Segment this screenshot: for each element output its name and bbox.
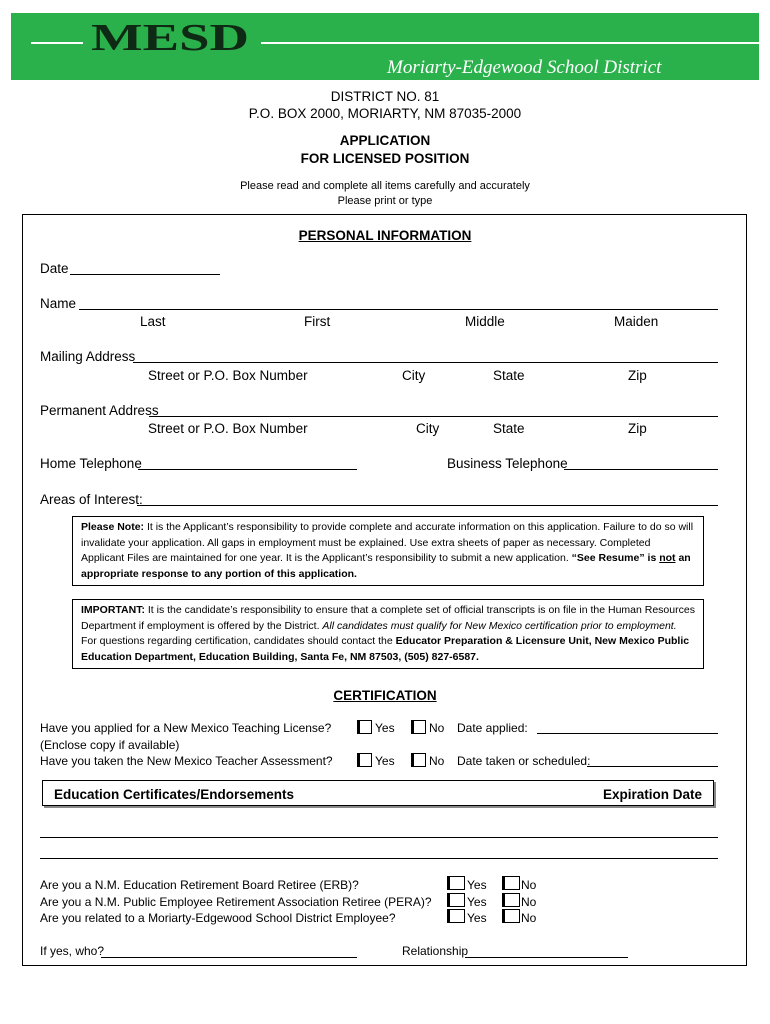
date-field[interactable] xyxy=(70,274,220,275)
name-maiden-caption: Maiden xyxy=(614,314,659,329)
if-yes-who-label: If yes, who? xyxy=(40,944,105,958)
erb-yes-checkbox[interactable] xyxy=(447,876,465,890)
erb-question: Are you a N.M. Education Retirement Board Retiree (ERB)? xyxy=(40,878,359,892)
license-no-checkbox[interactable] xyxy=(411,720,426,734)
license-no-label: No xyxy=(429,721,445,735)
certificates-header-bar xyxy=(42,780,714,806)
pera-no-label: No xyxy=(521,895,537,909)
licensure-unit-contact: Educator Preparation & Licensure Unit, New Mexico Public Education Department, Education Building, Santa Fe, NM 87503, (505) 827-6587. xyxy=(81,635,690,663)
related-no-checkbox[interactable] xyxy=(502,909,520,923)
erb-no-label: No xyxy=(521,878,537,892)
name-field[interactable] xyxy=(79,309,718,310)
erb-yes-label: Yes xyxy=(467,878,487,892)
important-text: It is the candidate’s responsibility to ensure that a complete set of official transcripts is on file in the Human Resources Department if employment is offered by the District. xyxy=(81,604,695,632)
permanent-state-caption: State xyxy=(493,421,525,436)
form-title-line1: APPLICATION xyxy=(339,133,431,148)
mailing-address-field[interactable] xyxy=(133,362,718,363)
teaching-license-question: Have you applied for a New Mexico Teaching License? xyxy=(40,721,332,735)
if-yes-who-field[interactable] xyxy=(101,957,357,958)
mailing-zip-caption: Zip xyxy=(628,368,647,383)
relationship-label: Relationship xyxy=(402,944,469,958)
permanent-city-caption: City xyxy=(416,421,440,436)
certification-title: CERTIFICATION xyxy=(333,688,437,703)
district-number: DISTRICT NO. 81 xyxy=(330,89,440,104)
pera-yes-label: Yes xyxy=(467,895,487,909)
pera-question: Are you a N.M. Public Employee Retirement Association Retiree (PERA)? xyxy=(40,895,432,909)
related-no-label: No xyxy=(521,911,537,925)
mailing-city-caption: City xyxy=(402,368,426,383)
assessment-yes-label: Yes xyxy=(375,754,395,768)
important-text-2: For questions regarding certification, candidates should contact the xyxy=(81,635,396,647)
assessment-no-label: No xyxy=(429,754,445,768)
personal-info-title: PERSONAL INFORMATION xyxy=(298,228,472,243)
header-banner xyxy=(11,13,759,80)
permanent-zip-caption: Zip xyxy=(628,421,647,436)
related-employee-question: Are you related to a Moriarty-Edgewood School District Employee? xyxy=(40,911,396,925)
mailing-address-label: Mailing Address xyxy=(40,349,136,364)
permanent-address-field[interactable] xyxy=(149,416,718,417)
please-note-heading: Please Note: xyxy=(81,521,145,533)
date-label: Date xyxy=(40,261,69,276)
relationship-field[interactable] xyxy=(465,957,628,958)
mailing-street-caption: Street or P.O. Box Number xyxy=(148,368,308,383)
permanent-street-caption: Street or P.O. Box Number xyxy=(148,421,308,436)
assessment-yes-checkbox[interactable] xyxy=(357,753,372,767)
mesd-logo xyxy=(91,19,251,63)
related-yes-checkbox[interactable] xyxy=(447,909,465,923)
instructions-line2: Please print or type xyxy=(337,195,433,207)
areas-of-interest-field[interactable] xyxy=(137,505,718,506)
certificates-column-header: Education Certificates/Endorsements xyxy=(54,787,295,802)
date-taken-field[interactable] xyxy=(587,766,718,767)
assessment-no-checkbox[interactable] xyxy=(411,753,426,767)
related-yes-label: Yes xyxy=(467,911,487,925)
date-taken-label: Date taken or scheduled: xyxy=(457,754,591,768)
district-address: P.O. BOX 2000, MORIARTY, NM 87035-2000 xyxy=(248,106,522,121)
banner-rule-left xyxy=(31,42,83,44)
not-emphasis: not xyxy=(659,552,676,564)
date-applied-field[interactable] xyxy=(537,733,718,734)
pera-yes-checkbox[interactable] xyxy=(447,893,465,907)
certificate-entry-line-1[interactable] xyxy=(40,837,718,838)
district-name: Moriarty-Edgewood School District xyxy=(387,57,662,78)
form-title-line2: FOR LICENSED POSITION xyxy=(300,151,470,166)
instructions-line1: Please read and complete all items carefully and accurately xyxy=(240,180,530,192)
areas-of-interest-label: Areas of Interest: xyxy=(40,492,143,507)
important-heading: IMPORTANT: xyxy=(81,604,145,616)
please-note-tail: an appropriate response to any portion of this application. xyxy=(81,552,691,580)
license-yes-checkbox[interactable] xyxy=(357,720,372,734)
date-applied-label: Date applied: xyxy=(457,721,528,735)
please-note-text: It is the Applicant’s responsibility to provide complete and accurate information on this application. Failure to do so will invalidate your application. All gaps in employment must be explained. Use extra sheets of paper as necessary. Completed Applicant Files are maintained for one year. It is the Applicant’s responsibility to submit a new application. xyxy=(81,521,694,564)
banner-rule-right xyxy=(261,42,761,44)
erb-no-checkbox[interactable] xyxy=(502,876,520,890)
please-note-box xyxy=(72,516,704,586)
name-label: Name xyxy=(40,296,77,311)
license-yes-label: Yes xyxy=(375,721,395,735)
teacher-assessment-question: Have you taken the New Mexico Teacher Assessment? xyxy=(40,754,333,768)
see-resume-text: “See Resume” is xyxy=(571,552,660,564)
expiration-column-header: Expiration Date xyxy=(602,787,702,802)
home-telephone-label: Home Telephone xyxy=(40,456,142,471)
business-telephone-field[interactable] xyxy=(564,469,718,470)
business-telephone-label: Business Telephone xyxy=(447,456,568,471)
pera-no-checkbox[interactable] xyxy=(502,893,520,907)
name-middle-caption: Middle xyxy=(465,314,505,329)
name-first-caption: First xyxy=(304,314,331,329)
svg-text:MESD: MESD xyxy=(91,19,249,59)
important-box xyxy=(72,599,704,669)
mailing-state-caption: State xyxy=(493,368,525,383)
enclose-copy-note: (Enclose copy if available) xyxy=(40,738,180,752)
name-last-caption: Last xyxy=(140,314,166,329)
important-italic-text: All candidates must qualify for New Mexico certification prior to employment. xyxy=(322,619,677,632)
permanent-address-label: Permanent Address xyxy=(40,403,159,418)
certificate-entry-line-2[interactable] xyxy=(40,858,718,859)
home-telephone-field[interactable] xyxy=(138,469,357,470)
